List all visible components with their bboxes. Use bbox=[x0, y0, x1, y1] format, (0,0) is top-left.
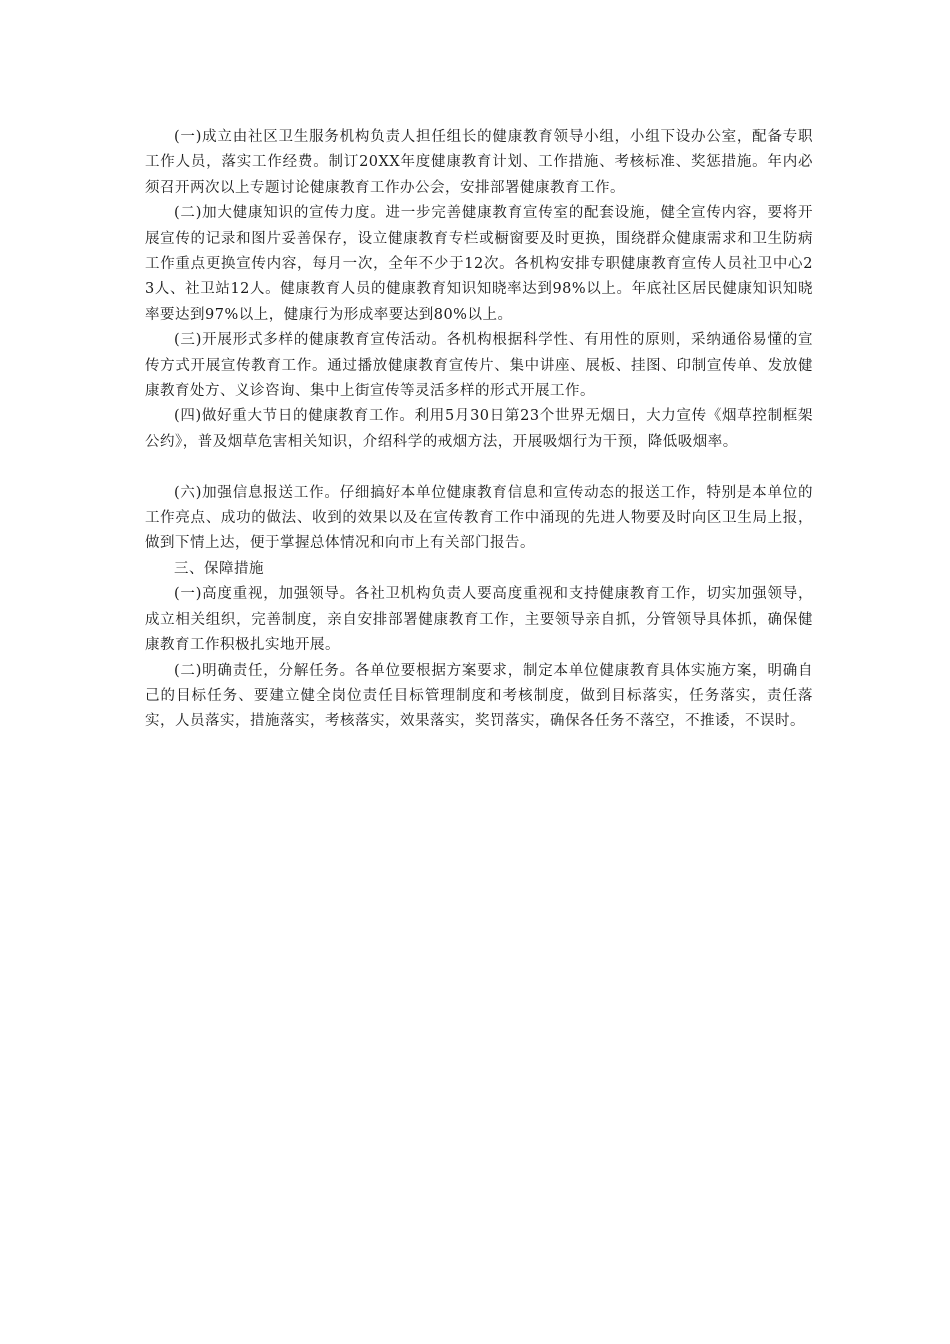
document-body bbox=[145, 125, 813, 735]
paragraph-organization: (一)成立由社区卫生服务机构负责人担任组长的健康教育领导小组，小组下设办公室，配备专职工作人员，落实工作经费。制订20XX年度健康教育计划、工作措施、考核标准、奖惩措施。年内必须召开两次以上专题讨论健康教育工作办公会，安排部署健康教育工作。 bbox=[145, 129, 813, 196]
paragraph-activities: (三)开展形式多样的健康教育宣传活动。各机构根据科学性、有用性的原则，采纳通俗易懂的宣传方式开展宣传教育工作。通过播放健康教育宣传片、集中讲座、展板、挂图、印制宣传单、发放健康教育处方、义诊咨询、集中上街宣传等灵活多样的形式开展工作。 bbox=[145, 332, 813, 400]
paragraph-leadership: (一)高度重视，加强领导。各社卫机构负责人要高度重视和支持健康教育工作，切实加强领导，成立相关组织，完善制度，亲自安排部署健康教育工作，主要领导亲自抓，分管领导具体抓，确保健康教育工作积极扎实地开展。 bbox=[145, 586, 813, 654]
paragraph-publicity: (二)加大健康知识的宣传力度。进一步完善健康教育宣传室的配套设施，健全宣传内容，要将开展宣传的记录和图片妥善保存，设立健康教育专栏或橱窗要及时更换，围绕群众健康需求和卫生防病工作重点更换宣传内容，每月一次，全年不少于12次。各机构安排专职健康教育宣传人员社卫中心23人、社卫站12人。健康教育人员的健康教育知识知晓率达到98%以上。年底社区居民健康知识知晓率要达到97%以上，健康行为形成率要达到80%以上。 bbox=[145, 205, 813, 323]
paragraph-reporting: (六)加强信息报送工作。仔细搞好本单位健康教育信息和宣传动态的报送工作，特别是本单位的工作亮点、成功的做法、收到的效果以及在宣传教育工作中涌现的先进人物要及时向区卫生局上报，做到下情上达，便于掌握总体情况和向市上有关部门报告。 bbox=[145, 484, 813, 552]
paragraph-gap bbox=[145, 455, 813, 480]
paragraph-responsibility: (二)明确责任，分解任务。各单位要根据方案要求，制定本单位健康教育具体实施方案，明确自己的目标任务、要建立健全岗位责任目标管理制度和考核制度，做到目标落实，任务落实，责任落实，人员落实，措施落实，考核落实，效果落实，奖罚落实，确保各任务不落空，不推诿，不误时。 bbox=[145, 662, 813, 730]
paragraph-festivals: (四)做好重大节日的健康教育工作。利用5月30日第23个世界无烟日，大力宣传《烟草控制框架公约》，普及烟草危害相关知识，介绍科学的戒烟方法，开展吸烟行为干预，降低吸烟率。 bbox=[145, 408, 813, 450]
section-heading-safeguards: 三、保障措施 bbox=[174, 560, 264, 577]
